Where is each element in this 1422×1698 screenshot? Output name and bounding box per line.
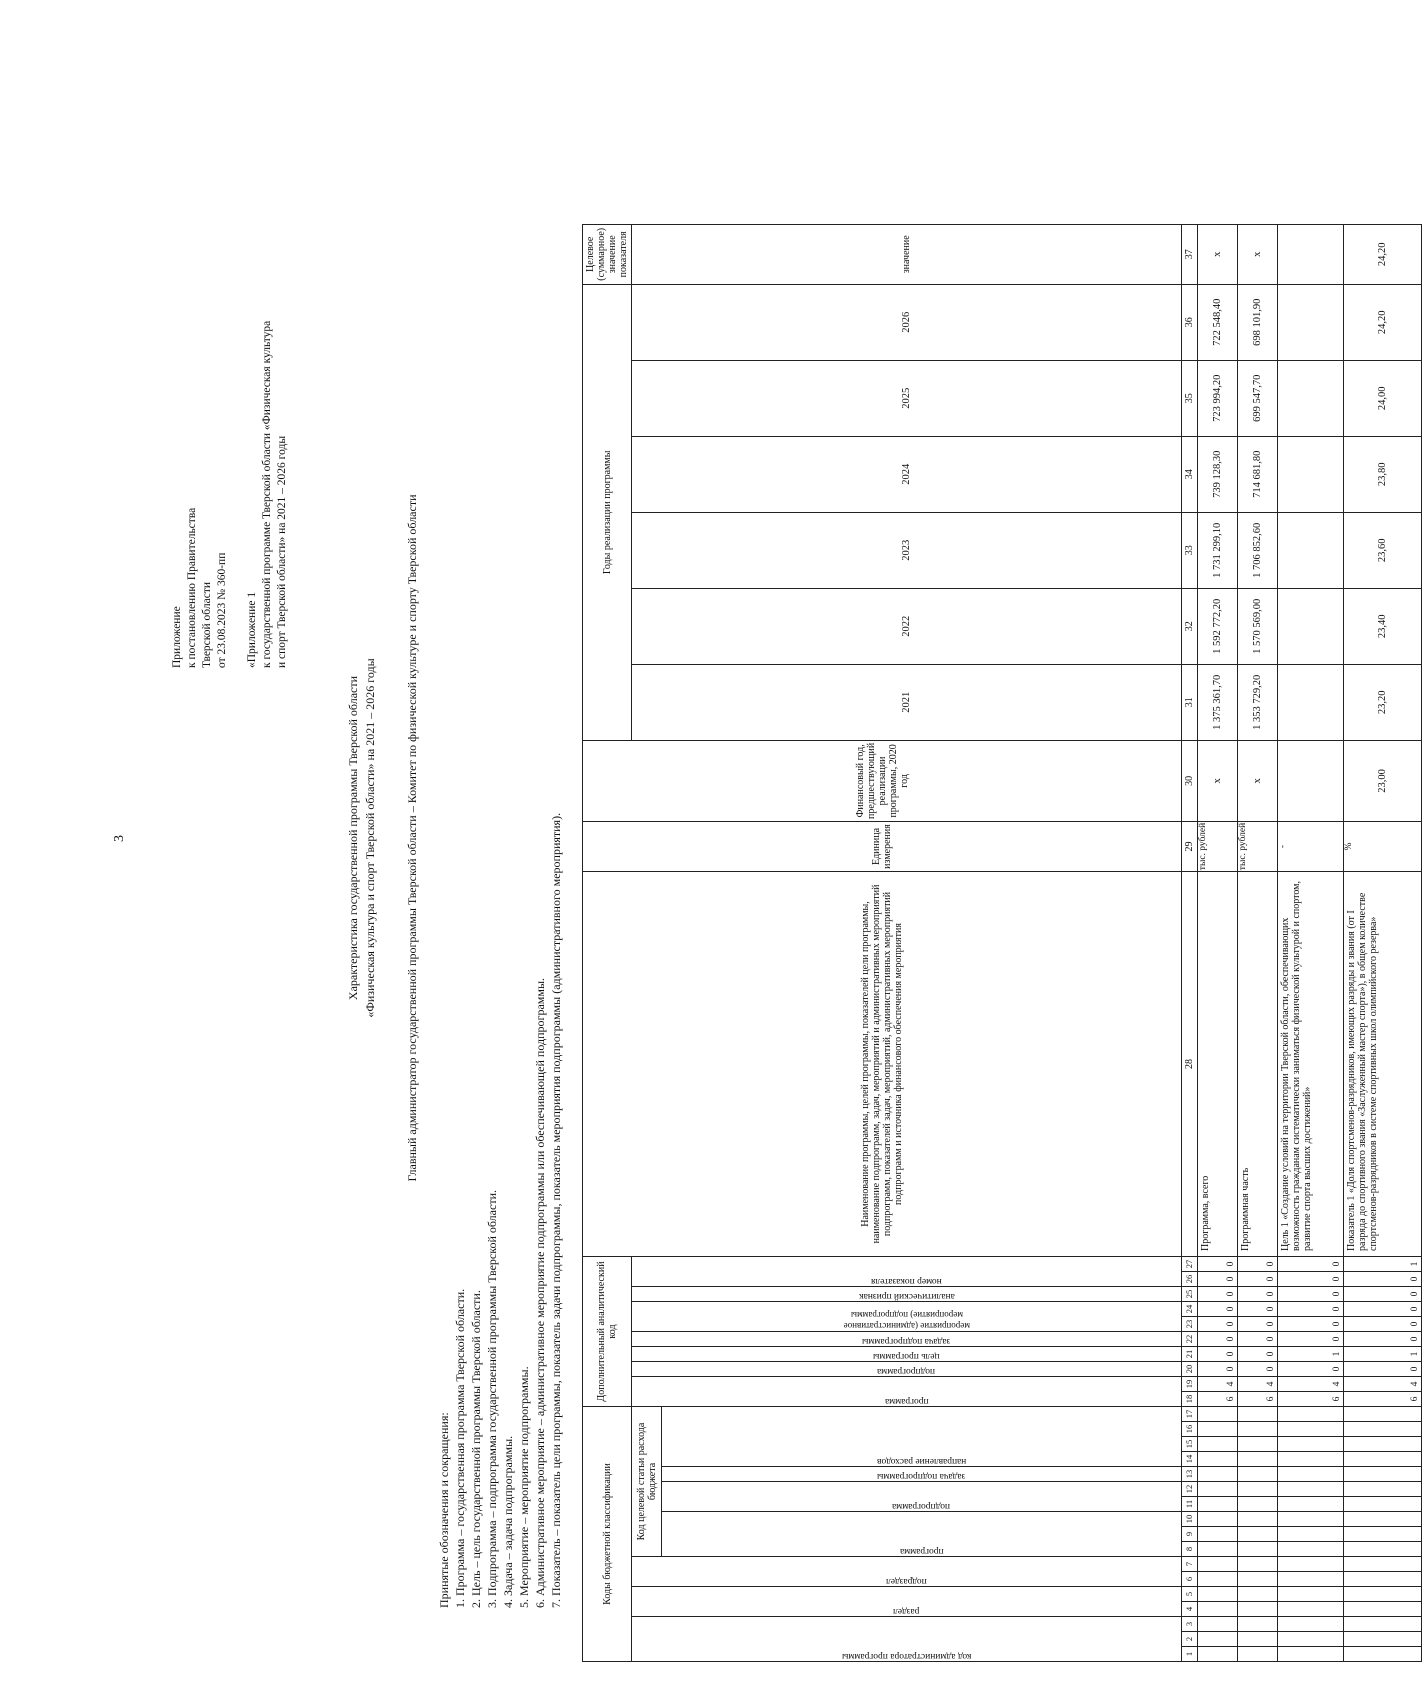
analytic-code-cell: 0 [1238,1302,1278,1317]
column-number: 18 [1182,1392,1198,1407]
header-a-cel [632,1347,1182,1362]
budget-code-cell [1238,1587,1278,1602]
budget-code-cell [1278,1512,1344,1527]
analytic-code-cell: 6 [1238,1392,1278,1407]
legend-item: 6. Административное мероприятие – административное мероприятие подпрограммы или обеспечивающей подпрограммы. [533,977,547,1608]
column-number: 10 [1182,1512,1198,1527]
row-year-value [1278,588,1344,664]
analytic-code-cell: 0 [1278,1302,1344,1317]
title-line-2: «Физическая культура и спорт Тверской области» на 2021 – 2026 годы [363,658,377,1018]
budget-code-cell [1278,1467,1344,1482]
analytic-code-cell: 0 [1278,1332,1344,1347]
row-unit: тыс. рублей [1238,822,1278,872]
header-a-nomer-text: номер показателя [871,1276,942,1286]
page-number: 3 [112,835,127,842]
row-name: Программная часть [1238,872,1278,1257]
budget-code-cell [1238,1422,1278,1437]
column-number: 25 [1182,1287,1198,1302]
header-kcsr-podprogramma [662,1482,1182,1512]
budget-code-cell [1344,1497,1422,1512]
budget-code-cell [1344,1437,1422,1452]
column-number: 28 [1182,872,1198,1257]
row-target-value: х [1238,224,1278,284]
column-number: 19 [1182,1377,1198,1392]
analytic-code-cell: 0 [1278,1362,1344,1377]
column-number: 4 [1182,1602,1198,1617]
column-numbers-row [1182,224,1198,1661]
budget-code-cell [1278,1407,1344,1422]
budget-code-cell [1344,1617,1422,1632]
column-number: 14 [1182,1452,1198,1467]
column-number: 8 [1182,1542,1198,1557]
row-year-value: 1 570 569,00 [1238,588,1278,664]
budget-code-cell [1238,1557,1278,1572]
analytic-code-cell: 0 [1344,1272,1422,1287]
budget-code-cell [1238,1647,1278,1662]
column-number: 1 [1182,1647,1198,1662]
budget-code-cell [1238,1452,1278,1467]
column-number: 24 [1182,1302,1198,1317]
row-year-value: 23,20 [1344,664,1422,740]
row-year-value [1278,284,1344,360]
column-number: 26 [1182,1272,1198,1287]
appendix-line: Приложение [171,606,183,668]
header-unit: Единица измерения [583,822,1182,872]
header-target-value: значение [632,224,1182,284]
header-target-group: Целевое (суммарное) значение показателя [583,224,632,284]
budget-code-cell [1344,1587,1422,1602]
analytic-code-cell: 0 [1344,1362,1422,1377]
row-year-value: 739 128,30 [1198,436,1238,512]
row-year-value: 24,20 [1344,284,1422,360]
budget-code-cell [1238,1497,1278,1512]
row-target-value: 24,20 [1344,224,1422,284]
budget-code-cell [1344,1527,1422,1542]
header-a-programma-text: программа [884,1396,929,1406]
row-prev-year: х [1238,740,1278,821]
header-a-zadacha-text: задача подпрограммы [862,1336,951,1346]
budget-code-cell [1344,1422,1422,1437]
header-razdel-text: раздел [893,1606,920,1616]
budget-code-cell [1238,1407,1278,1422]
column-number: 29 [1182,822,1198,872]
analytic-code-cell: 0 [1238,1317,1278,1332]
budget-code-cell [1198,1632,1238,1647]
appendix-line: «Приложение 1 [246,591,258,668]
analytic-code-cell: 0 [1198,1332,1238,1347]
analytic-code-cell: 4 [1344,1377,1422,1392]
header-kcsr-napravlenie-text: направление расходов [876,1456,967,1466]
header-a-meropriyatie-text: мероприятие (административное мероприятие) подпрограммы [843,1310,970,1331]
column-number: 16 [1182,1422,1198,1437]
analytic-code-cell: 6 [1198,1392,1238,1407]
legend-item: 3. Подпрограмма – подпрограмма государственной программы Тверской области. [485,1190,499,1608]
analytic-code-cell: 1 [1344,1347,1422,1362]
row-year-value: 1 592 772,20 [1198,588,1238,664]
budget-code-cell [1198,1542,1238,1557]
row-name: Цель 1 «Создание условий на территории Тверской области, обеспечивающих возможность гражданам систематически заниматься физической культурой и спортом, развитие спорта высших достижений» [1278,872,1344,1257]
header-a-podprogramma [632,1362,1182,1377]
row-year-value: 714 681,80 [1238,436,1278,512]
column-number: 12 [1182,1482,1198,1497]
budget-code-cell [1238,1467,1278,1482]
row-unit: % [1344,822,1422,872]
budget-code-cell [1198,1557,1238,1572]
row-year-value [1278,512,1344,588]
column-number: 7 [1182,1557,1198,1572]
appendix-line: к государственной программе Тверской области «Физическая культура [261,320,273,668]
header-a-priznak-text: аналитический признак [858,1291,955,1301]
column-number: 36 [1182,284,1198,360]
header-kcsr: Код целевой статьи расхода бюджета [632,1407,662,1557]
legend-heading: Принятые обозначения и сокращения: [437,1412,451,1608]
analytic-code-cell: 4 [1278,1377,1344,1392]
budget-code-cell [1278,1542,1344,1557]
budget-code-cell [1238,1527,1278,1542]
row-prev-year [1278,740,1344,821]
column-number: 15 [1182,1437,1198,1452]
analytic-code-cell: 0 [1278,1272,1344,1287]
column-number: 23 [1182,1317,1198,1332]
analytic-code-cell: 0 [1238,1287,1278,1302]
header-podrazdel-text: подраздел [886,1576,927,1586]
appendix-line: от 23.08.2023 № 360-пп [216,552,228,668]
budget-code-cell [1344,1467,1422,1482]
header-a-programma [632,1377,1182,1407]
row-prev-year: 23,00 [1344,740,1422,821]
header-kcsr-napravlenie [662,1407,1182,1467]
budget-code-cell [1198,1437,1238,1452]
analytic-code-cell: 4 [1198,1377,1238,1392]
main-administrator: Главный администратор государственной программы Тверской области – Комитет по физической культуре и спорту Тверской области [405,494,419,1182]
header-kcsr-podprogramma-text: подпрограмма [892,1501,951,1511]
budget-code-cell [1238,1482,1278,1497]
budget-code-cell [1278,1647,1344,1662]
budget-code-cell [1198,1572,1238,1587]
header-a-zadacha [632,1332,1182,1347]
row-name: Показатель 1 «Доля спортсменов-разрядников, имеющих разряды и звания (от I разряда до спортивного звания «Заслуженный мастер спорта»), в общем количестве спортсменов-разрядников в системе спортивных школ олимпийского резерва» [1344,872,1422,1257]
column-number: 2 [1182,1632,1198,1647]
column-number: 37 [1182,224,1198,284]
row-year-value [1278,360,1344,436]
abbreviations-legend [436,813,564,1608]
budget-code-cell [1344,1407,1422,1422]
budget-code-cell [1198,1407,1238,1422]
row-year-value: 24,00 [1344,360,1422,436]
budget-code-cell [1278,1497,1344,1512]
budget-code-cell [1278,1587,1344,1602]
table-row [1344,224,1422,1661]
row-unit: - [1278,822,1344,872]
budget-code-cell [1198,1467,1238,1482]
legend-item: 1. Программа – государственная программа Тверской области. [453,1288,467,1608]
budget-code-cell [1344,1572,1422,1587]
column-number: 9 [1182,1527,1198,1542]
appendix-line: и спорт Тверской области» на 2021 – 2026 годы [276,435,288,668]
header-budget-codes: Коды бюджетной классификации [583,1407,632,1662]
budget-code-cell [1344,1482,1422,1497]
column-number: 30 [1182,740,1198,821]
row-year-value: 23,80 [1344,436,1422,512]
header-name: Наименование программы, целей программы, показателей цели программы, наименование подпрограмм, задач, мероприятий и административных мероприятий подпрограмм, показателей задач, мероприятий, административных мероприятий подпрограмм и источника финансового обеспечения мероприятия [583,872,1182,1257]
row-year-value: 23,60 [1344,512,1422,588]
header-kcsr-zadacha [662,1467,1182,1482]
analytic-code-cell: 0 [1238,1347,1278,1362]
analytic-code-cell: 0 [1344,1317,1422,1332]
budget-code-cell [1344,1602,1422,1617]
column-number: 17 [1182,1407,1198,1422]
row-name: Программа, всего [1198,872,1238,1257]
budget-code-cell [1198,1602,1238,1617]
analytic-code-cell: 0 [1278,1287,1344,1302]
budget-code-cell [1238,1617,1278,1632]
budget-code-cell [1198,1647,1238,1662]
header-year-2022: 2022 [632,588,1182,664]
budget-code-cell [1278,1482,1344,1497]
analytic-code-cell: 0 [1238,1362,1278,1377]
analytic-code-cell: 0 [1238,1272,1278,1287]
column-number: 20 [1182,1362,1198,1377]
row-year-value [1278,436,1344,512]
header-a-cel-text: цель программы [873,1351,940,1361]
header-podrazdel [632,1557,1182,1587]
header-year-2023: 2023 [632,512,1182,588]
appendix-line: Тверской области [201,582,213,668]
analytic-code-cell: 1 [1278,1347,1344,1362]
budget-code-cell [1278,1632,1344,1647]
budget-code-cell [1344,1557,1422,1572]
table-row [1198,224,1238,1661]
analytic-code-cell: 0 [1198,1362,1238,1377]
analytic-code-cell: 0 [1278,1317,1344,1332]
analytic-code-cell: 0 [1238,1332,1278,1347]
row-prev-year: х [1198,740,1238,821]
column-number: 21 [1182,1347,1198,1362]
header-admin-code [632,1617,1182,1662]
budget-code-cell [1278,1437,1344,1452]
budget-code-cell [1238,1437,1278,1452]
analytic-code-cell: 0 [1278,1257,1344,1272]
legend-item: 2. Цель – цель государственной программы Тверской области. [469,1290,483,1608]
budget-code-cell [1344,1512,1422,1527]
budget-code-cell [1278,1527,1344,1542]
program-characteristics-table [582,224,1422,1662]
column-number: 5 [1182,1587,1198,1602]
budget-code-cell [1238,1632,1278,1647]
column-number: 32 [1182,588,1198,664]
row-target-value [1278,224,1344,284]
column-number: 13 [1182,1467,1198,1482]
budget-code-cell [1344,1647,1422,1662]
budget-code-cell [1278,1557,1344,1572]
header-a-podprogramma-text: подпрограмма [877,1366,936,1376]
table-row [1238,224,1278,1661]
header-additional-code: Дополнительный аналитический код [583,1257,632,1407]
budget-code-cell [1198,1452,1238,1467]
analytic-code-cell: 0 [1198,1272,1238,1287]
column-number: 6 [1182,1572,1198,1587]
analytic-code-cell: 1 [1344,1257,1422,1272]
header-kcsr-programma-text: программа [899,1546,944,1556]
budget-code-cell [1198,1497,1238,1512]
row-year-value: 1 353 729,20 [1238,664,1278,740]
legend-item: 5. Мероприятие – мероприятие подпрограммы. [517,1366,531,1608]
budget-code-cell [1198,1422,1238,1437]
row-year-value: 722 548,40 [1198,284,1238,360]
header-year-2025: 2025 [632,360,1182,436]
header-a-priznak [632,1287,1182,1302]
analytic-code-cell: 0 [1198,1287,1238,1302]
header-a-nomer [632,1257,1182,1287]
appendix-line [230,321,245,668]
budget-code-cell [1278,1572,1344,1587]
budget-code-cell [1198,1587,1238,1602]
analytic-code-cell: 6 [1278,1392,1344,1407]
analytic-code-cell: 0 [1198,1347,1238,1362]
budget-code-cell [1238,1572,1278,1587]
analytic-code-cell: 0 [1344,1332,1422,1347]
row-year-value: 698 101,90 [1238,284,1278,360]
row-year-value: 1 706 852,60 [1238,512,1278,588]
appendix-line: к постановлению Правительства [186,507,198,668]
budget-code-cell [1238,1512,1278,1527]
budget-code-cell [1198,1482,1238,1497]
analytic-code-cell: 0 [1238,1257,1278,1272]
budget-code-cell [1198,1527,1238,1542]
row-year-value: 1 375 361,70 [1198,664,1238,740]
row-unit: тыс. рублей [1198,822,1238,872]
budget-code-cell [1238,1602,1278,1617]
row-year-value: 723 994,20 [1198,360,1238,436]
column-number: 31 [1182,664,1198,740]
budget-code-cell [1278,1617,1344,1632]
analytic-code-cell: 0 [1344,1302,1422,1317]
legend-item: 4. Задача – задача подпрограммы. [501,1435,515,1608]
header-kcsr-zadacha-text: задача подпрограммы [877,1471,966,1481]
header-prev-year: Финансовый год, предшествующий реализации программы, 2020 год [583,740,1182,821]
budget-code-cell [1278,1602,1344,1617]
title-line-1: Характеристика государственной программы Тверской области [346,675,360,1001]
budget-code-cell [1278,1422,1344,1437]
row-year-value [1278,664,1344,740]
analytic-code-cell: 0 [1344,1287,1422,1302]
column-number: 27 [1182,1257,1198,1272]
analytic-code-cell: 6 [1344,1392,1422,1407]
budget-code-cell [1344,1632,1422,1647]
budget-code-cell [1344,1542,1422,1557]
column-number: 11 [1182,1497,1198,1512]
budget-code-cell [1198,1617,1238,1632]
column-number: 22 [1182,1332,1198,1347]
header-admin-code-text: код администратора программы [841,1651,972,1661]
budget-code-cell [1238,1542,1278,1557]
legend-item: 7. Показатель – показатель цели программы, показатель задачи подпрограммы, показатель мероприятия подпрограммы (административного мероприятия). [549,812,563,1608]
column-number: 35 [1182,360,1198,436]
row-target-value: х [1198,224,1238,284]
analytic-code-cell: 0 [1198,1302,1238,1317]
budget-code-cell [1344,1452,1422,1467]
analytic-code-cell: 0 [1198,1317,1238,1332]
budget-code-cell [1198,1512,1238,1527]
header-years-group: Годы реализации программы [583,284,632,740]
header-year-2024: 2024 [632,436,1182,512]
header-year-2021: 2021 [632,664,1182,740]
appendix-block [170,321,290,668]
budget-code-cell [1278,1452,1344,1467]
row-year-value: 699 547,70 [1238,360,1278,436]
header-razdel [632,1587,1182,1617]
header-a-meropriyatie [632,1302,1182,1332]
document-title [345,438,379,1238]
analytic-code-cell: 0 [1198,1257,1238,1272]
column-number: 34 [1182,436,1198,512]
table-row [1278,224,1344,1661]
analytic-code-cell: 4 [1238,1377,1278,1392]
column-number: 33 [1182,512,1198,588]
row-year-value: 23,40 [1344,588,1422,664]
row-year-value: 1 731 299,10 [1198,512,1238,588]
header-year-2026: 2026 [632,284,1182,360]
column-number: 3 [1182,1617,1198,1632]
header-kcsr-programma [662,1512,1182,1557]
